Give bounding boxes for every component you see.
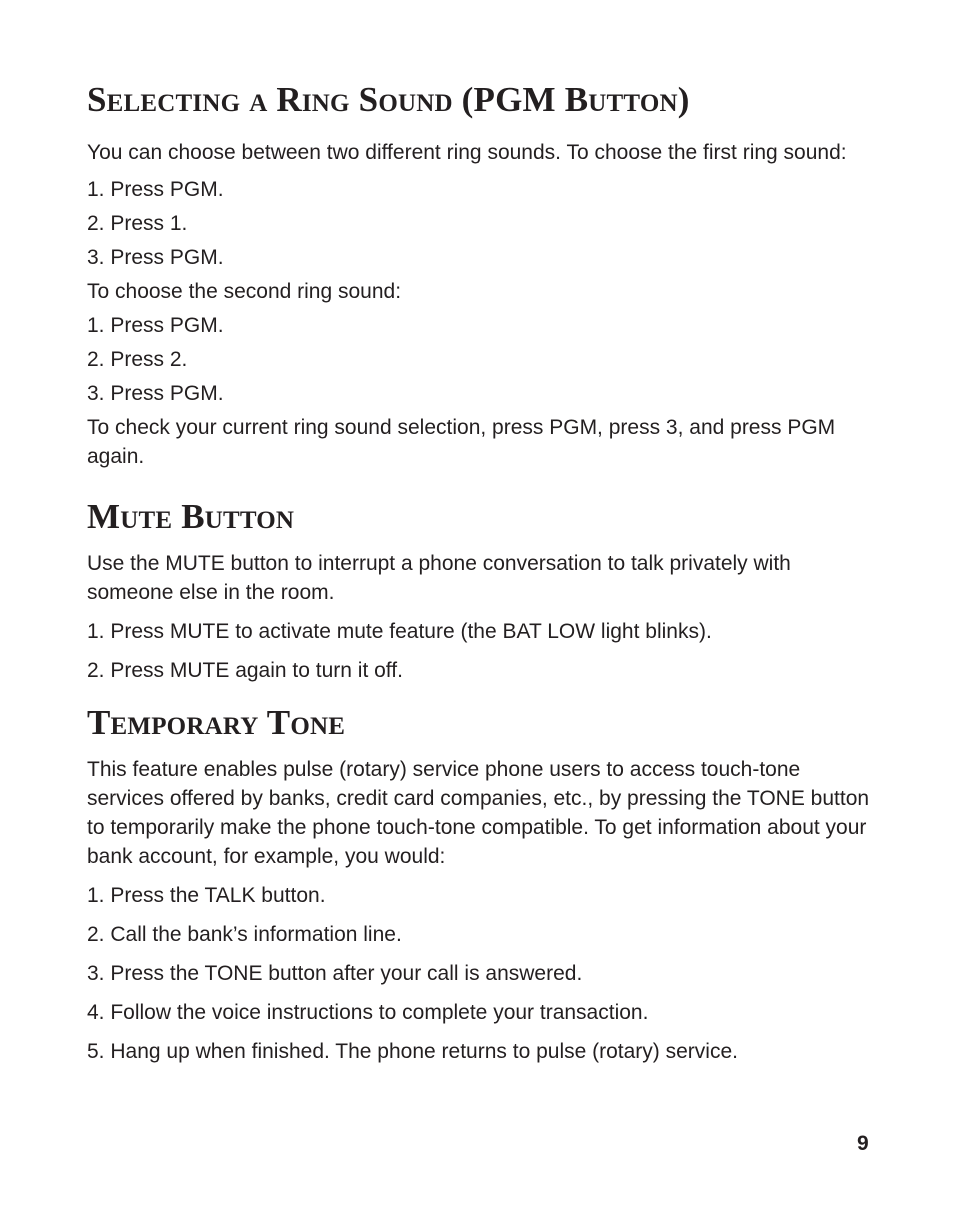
list-item: 2. Press MUTE again to turn it off. <box>87 659 403 682</box>
list-item: 2. Press 2. <box>87 348 188 371</box>
list-item: 5. Hang up when finished. The phone returns to pulse (rotary) service. <box>87 1040 738 1063</box>
ring-sound-intro: You can choose between two different ring sounds. To choose the first ring sound: <box>87 141 847 164</box>
list-item: 2. Press 1. <box>87 212 188 235</box>
ring-sound-steps-second <box>87 311 877 408</box>
list-item: 3. Press PGM. <box>87 382 224 405</box>
list-item: 3. Press the TONE button after your call is answered. <box>87 962 583 985</box>
document-page <box>87 80 877 1076</box>
ring-sound-steps-first <box>87 175 877 272</box>
section-temporary-tone <box>87 703 877 1066</box>
list-item: 1. Press the TALK button. <box>87 884 326 907</box>
list-item: 4. Follow the voice instructions to complete your transaction. <box>87 1001 649 1024</box>
page-number: 9 <box>857 1132 869 1155</box>
ring-sound-second-intro: To choose the second ring sound: <box>87 280 402 303</box>
section-heading-mute: Mute Button <box>87 497 295 536</box>
list-item: 1. Press PGM. <box>87 314 224 337</box>
mute-intro: Use the MUTE button to interrupt a phone conversation to talk privately with someone else in the room. <box>87 552 791 604</box>
section-heading-temporary-tone: Temporary Tone <box>87 703 346 742</box>
section-ring-sound <box>87 80 877 471</box>
list-item: 1. Press PGM. <box>87 178 224 201</box>
ring-sound-outro: To check your current ring sound selection, press PGM, press 3, and press PGM again. <box>87 416 836 468</box>
list-item: 1. Press MUTE to activate mute feature (the BAT LOW light blinks). <box>87 620 712 643</box>
temporary-tone-steps <box>87 881 877 1066</box>
mute-steps <box>87 617 877 685</box>
list-item: 2. Call the bank’s information line. <box>87 923 402 946</box>
list-item: 3. Press PGM. <box>87 246 224 269</box>
section-mute-button <box>87 497 877 685</box>
temporary-tone-intro: This feature enables pulse (rotary) service phone users to access touch-tone services offered by banks, credit card companies, etc., by pressing the TONE button to temporarily make the phone touch-tone compatible. To get information about your bank account, for example, you would: <box>87 758 870 868</box>
section-heading-ring-sound: Selecting a Ring Sound (PGM Button) <box>87 80 690 119</box>
